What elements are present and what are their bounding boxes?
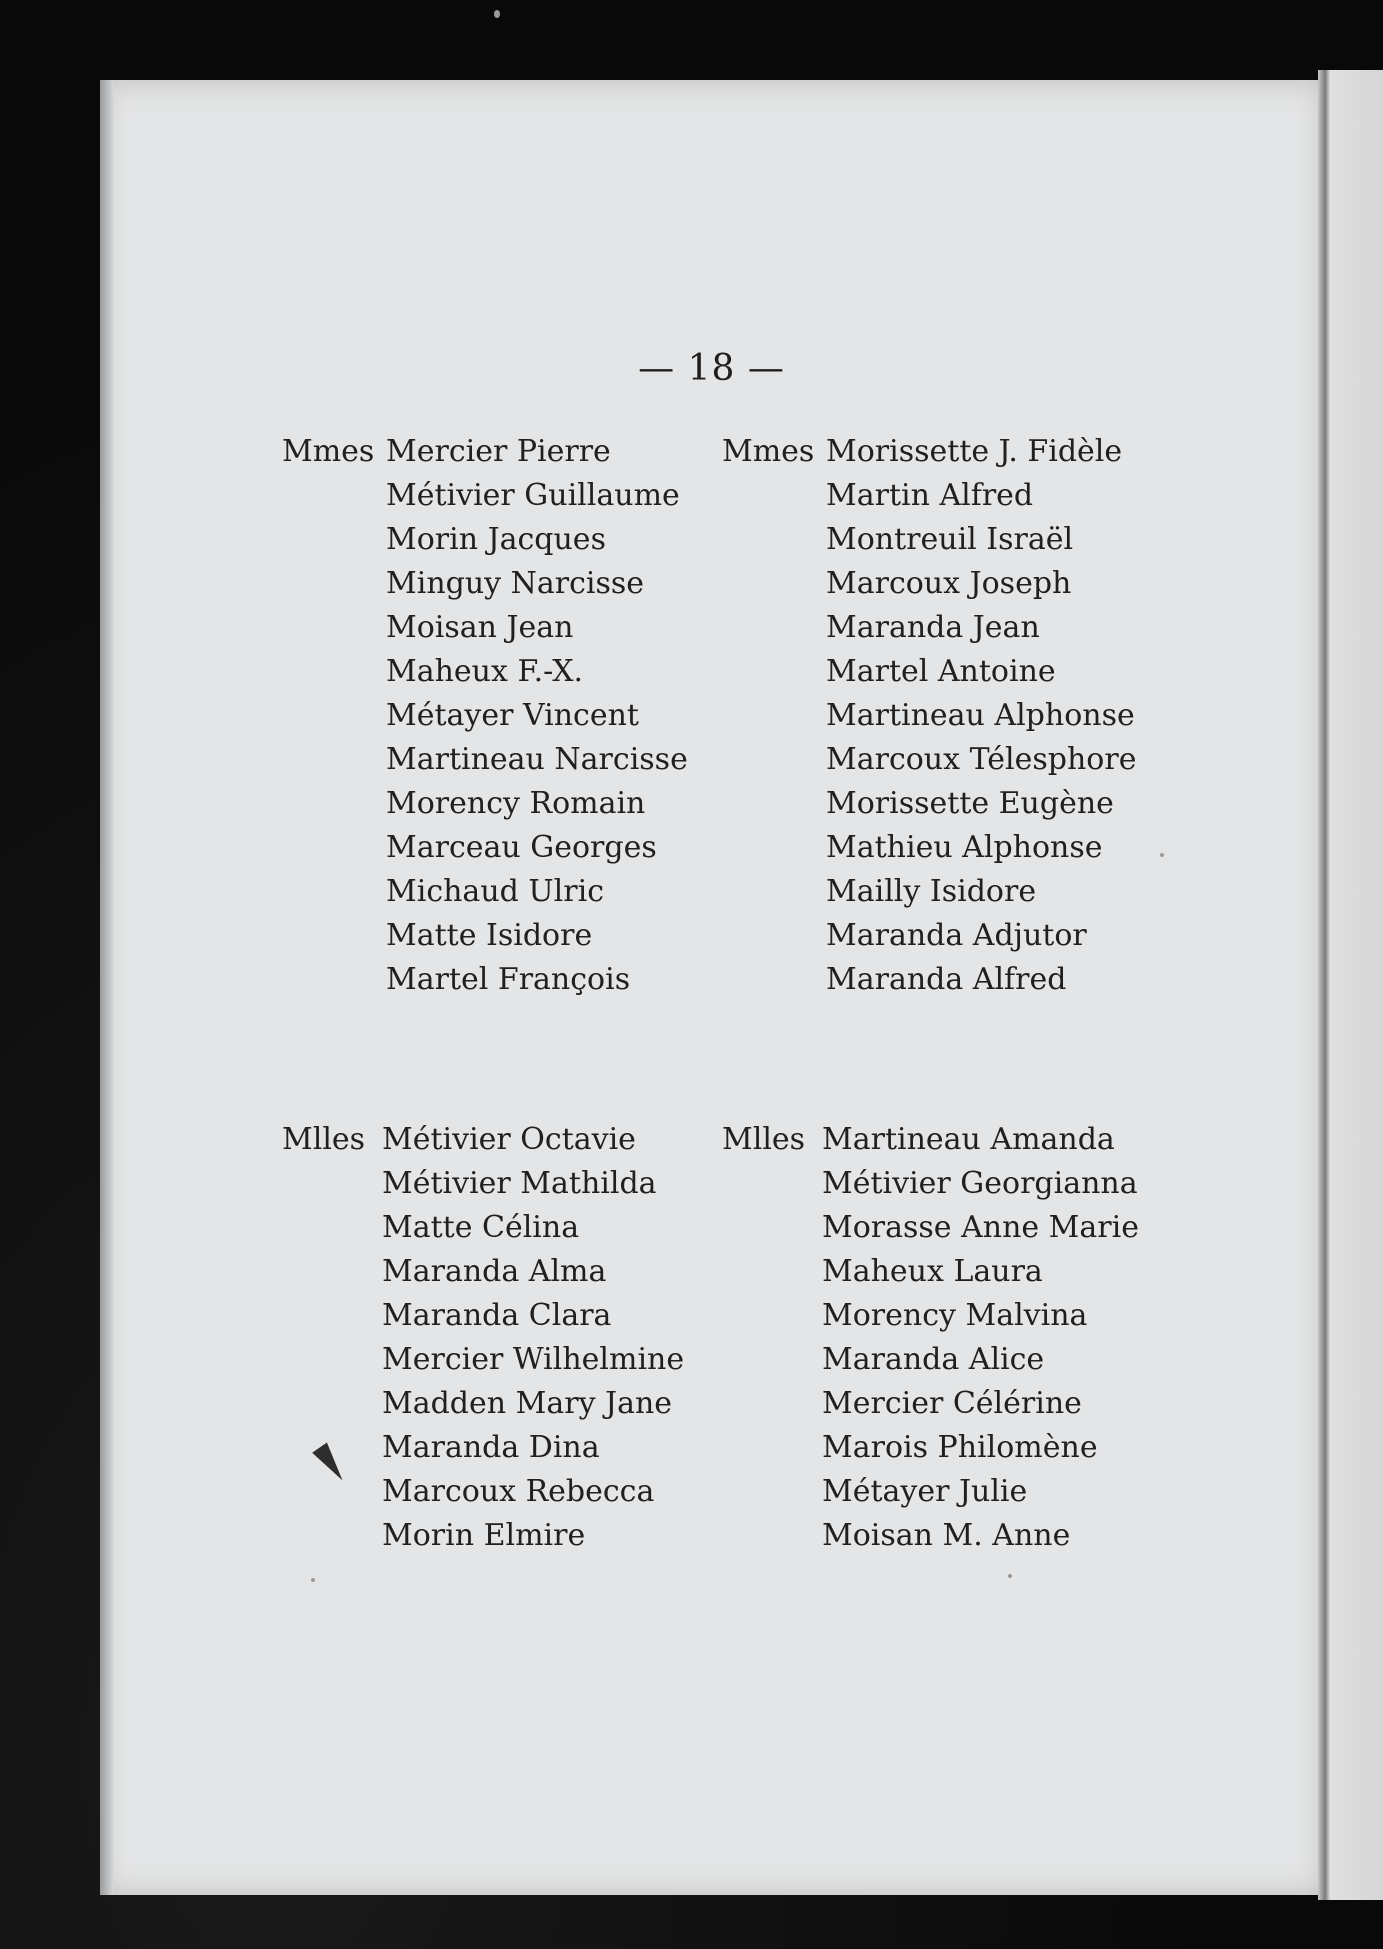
name-entry: Mathieu Alphonse: [826, 830, 1103, 865]
name-entry: Martel François: [386, 962, 631, 997]
name-list: [386, 430, 688, 1002]
page-fold: [1318, 70, 1330, 1900]
name-entry: Matte Célina: [382, 1210, 580, 1245]
name-entry: Minguy Narcisse: [386, 566, 645, 601]
name-entry: Martineau Amanda: [822, 1122, 1115, 1157]
name-entry: Morency Malvina: [822, 1298, 1088, 1333]
name-entry: Métayer Julie: [822, 1474, 1028, 1509]
name-entry: Marois Philomène: [822, 1430, 1098, 1465]
name-entry: Montreuil Israël: [826, 522, 1074, 557]
name-entry: Métivier Mathilda: [382, 1166, 657, 1201]
name-entry: Mercier Célérine: [822, 1386, 1082, 1421]
name-entry: Morin Jacques: [386, 522, 606, 557]
name-entry: Moisan Jean: [386, 610, 574, 645]
name-entry: Mercier Pierre: [386, 434, 611, 469]
name-entry: Maranda Alice: [822, 1342, 1045, 1377]
page-number: — 18 —: [638, 348, 785, 389]
name-entry: Marcoux Télesphore: [826, 742, 1137, 777]
name-entry: Marcoux Rebecca: [382, 1474, 655, 1509]
name-entry: Michaud Ulric: [386, 874, 604, 909]
section-title: Mlles: [722, 1122, 806, 1157]
name-entry: Marcoux Joseph: [826, 566, 1072, 601]
name-entry: Morin Elmire: [382, 1518, 586, 1553]
name-entry: Maheux Laura: [822, 1254, 1043, 1289]
name-entry: Maheux F.-X.: [386, 654, 584, 689]
dust-speck: [1160, 853, 1164, 857]
name-entry: Métivier Guillaume: [386, 478, 680, 513]
name-entry: Métayer Vincent: [386, 698, 639, 733]
section-title: Mmes: [722, 434, 815, 469]
name-entry: Maranda Alma: [382, 1254, 607, 1289]
name-entry: Martineau Alphonse: [826, 698, 1135, 733]
name-entry: Morissette Eugène: [826, 786, 1114, 821]
dust-speck: [1008, 1574, 1012, 1578]
name-entry: Morasse Anne Marie: [822, 1210, 1139, 1245]
name-entry: Martin Alfred: [826, 478, 1034, 513]
section-title: Mmes: [282, 434, 375, 469]
name-list: [382, 1118, 684, 1558]
name-entry: Maranda Alfred: [826, 962, 1067, 997]
name-entry: Maranda Dina: [382, 1430, 600, 1465]
section-title: Mlles: [282, 1122, 366, 1157]
name-entry: Madden Mary Jane: [382, 1386, 673, 1421]
name-entry: Martineau Narcisse: [386, 742, 688, 777]
name-entry: Métivier Georgianna: [822, 1166, 1138, 1201]
name-entry: Maranda Adjutor: [826, 918, 1087, 953]
name-entry: Morissette J. Fidèle: [826, 434, 1123, 469]
name-entry: Mailly Isidore: [826, 874, 1037, 909]
dust-speck: [311, 1578, 315, 1582]
name-entry: Morency Romain: [386, 786, 646, 821]
adjacent-page-edge: [1330, 70, 1383, 1900]
name-entry: Mercier Wilhelmine: [382, 1342, 685, 1377]
name-entry: Matte Isidore: [386, 918, 593, 953]
dust-speck: [494, 10, 500, 18]
name-entry: Marceau Georges: [386, 830, 657, 865]
name-entry: Moisan M. Anne: [822, 1518, 1071, 1553]
name-entry: Maranda Clara: [382, 1298, 612, 1333]
name-list: [826, 430, 1136, 1002]
name-list: [822, 1118, 1139, 1558]
name-entry: Métivier Octavie: [382, 1122, 636, 1157]
name-entry: Maranda Jean: [826, 610, 1040, 645]
name-entry: Martel Antoine: [826, 654, 1056, 689]
